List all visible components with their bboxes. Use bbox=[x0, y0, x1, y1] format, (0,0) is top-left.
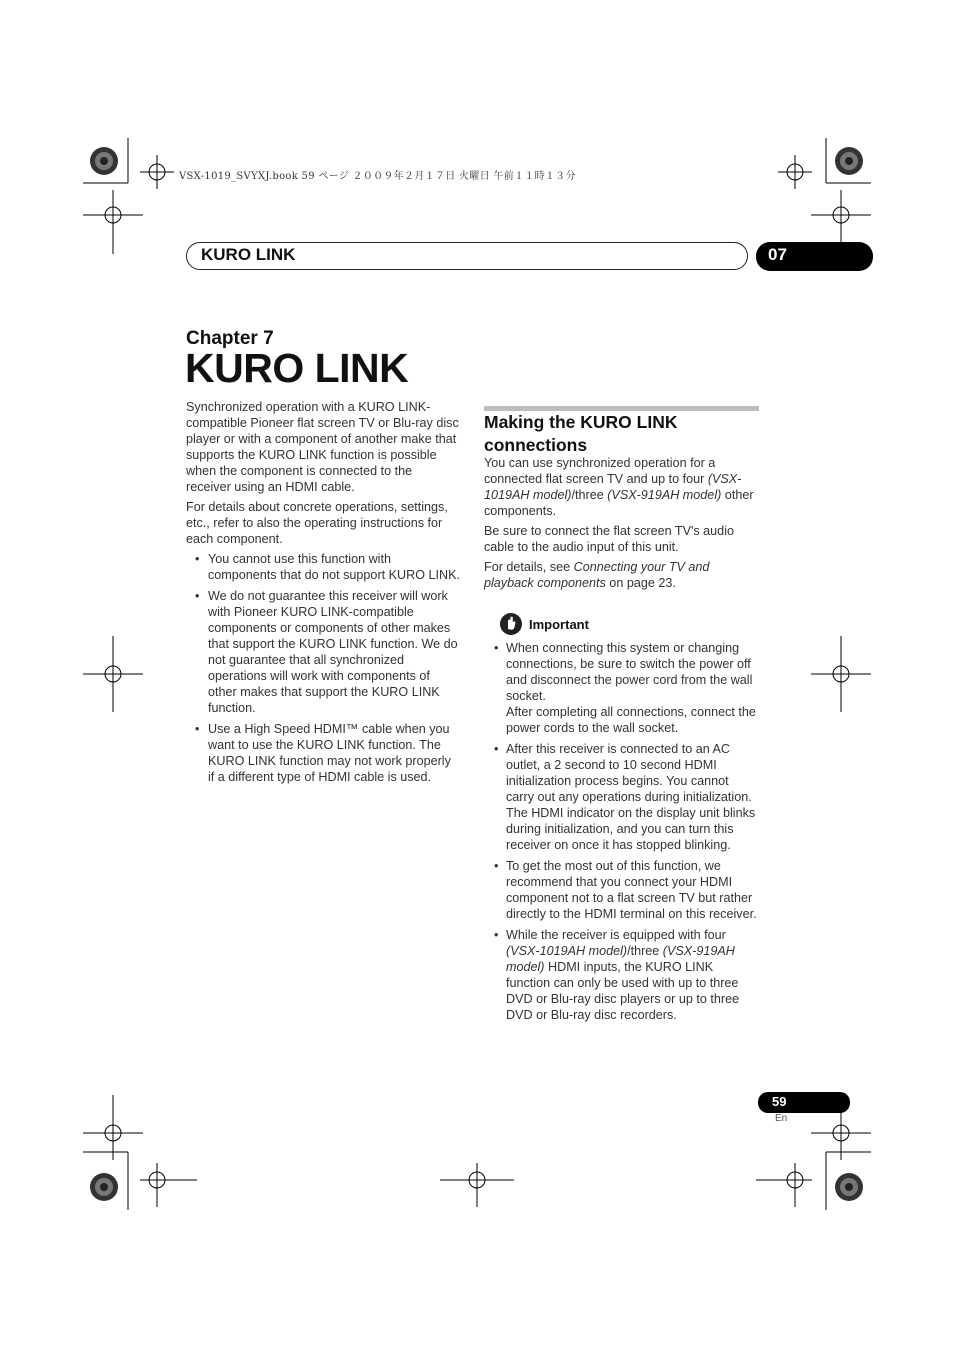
important-hand-icon bbox=[500, 613, 522, 635]
color-wheel-icon bbox=[835, 147, 863, 175]
list-item: • We do not guarantee this receiver will work with Pioneer KURO LINK-compatible components or components of other makes that support the KURO LINK function. We do not guarantee that all synchronized operations will work with components of other makes that support the KURO LINK function. bbox=[186, 588, 460, 716]
page-number: 59 bbox=[772, 1094, 787, 1109]
page-title: KURO LINK bbox=[185, 345, 409, 391]
model-ref: (VSX-919AH model) bbox=[506, 944, 735, 974]
see-also-paragraph: For details, see Connecting your TV and playback components on page 23. bbox=[484, 560, 710, 590]
connections-paragraph: You can use synchronized operation for a connected flat screen TV and up to four (VSX-1019AH model)/three (VSX-919AH model) other components. bbox=[484, 456, 754, 518]
details-paragraph: For details about concrete operations, settings, etc., refer to also the operating instructions for each component. bbox=[186, 500, 448, 546]
page-language: En bbox=[775, 1113, 788, 1124]
header-section-title: KURO LINK bbox=[201, 245, 296, 264]
right-column bbox=[484, 455, 758, 595]
chapter-label: Chapter 7 bbox=[186, 328, 274, 349]
list-item: • You cannot use this function with components that do not support KURO LINK. bbox=[186, 551, 460, 583]
color-wheel-icon bbox=[90, 147, 118, 175]
list-item: • While the receiver is equipped with four (VSX-1019AH model)/three (VSX-919AH model) HDMI inputs, the KURO LINK function can only be used with up to three DVD or Blu-ray disc players or up to three DVD or Blu-ray disc recorders. bbox=[494, 927, 758, 1023]
cross-reference: Connecting your TV and playback components bbox=[484, 560, 710, 590]
list-item: • When connecting this system or changing connections, be sure to switch the power off and disconnect the power cord from the wall socket. After completing all connections, connect the power cords to the wall socket. bbox=[494, 640, 758, 736]
model-ref: (VSX-919AH model) bbox=[607, 488, 722, 502]
notes-list bbox=[186, 551, 460, 785]
print-slug: VSX-1019_SVYXJ.book 59 ページ ２００９年２月１７日 火曜日 午前１１時１３分 bbox=[179, 171, 576, 182]
color-wheel-icon bbox=[835, 1173, 863, 1201]
section-title: Making the KURO LINK connections bbox=[484, 412, 678, 455]
chapter-tab-number: 07 bbox=[768, 245, 787, 264]
important-list bbox=[494, 640, 758, 1028]
intro-paragraph: Synchronized operation with a KURO LINK-compatible Pioneer flat screen TV or Blu-ray disc player or with a component of another make that supports the KURO LINK function is possible when the component is connected to the receiver using an HDMI cable. bbox=[186, 400, 459, 494]
model-ref: (VSX-1019AH model) bbox=[484, 472, 742, 502]
audio-cable-paragraph: Be sure to connect the flat screen TV's audio cable to the audio input of this unit. bbox=[484, 524, 734, 554]
list-item: • Use a High Speed HDMI™ cable when you want to use the KURO LINK function. The KURO LINK function may not work properly if a different type of HDMI cable is used. bbox=[186, 721, 460, 785]
important-label: Important bbox=[529, 617, 589, 632]
color-wheel-icon bbox=[90, 1173, 118, 1201]
list-item: • After this receiver is connected to an AC outlet, a 2 second to 10 second HDMI initialization process begins. You cannot carry out any operations during initialization. The HDMI indicator on the display unit blinks during initialization, and you can turn this receiver on once it has stopped blinking. bbox=[494, 741, 758, 853]
list-item: • To get the most out of this function, we recommend that you connect your HDMI component not to a flat screen TV but rather directly to the HDMI terminal on this receiver. bbox=[494, 858, 758, 922]
left-column bbox=[186, 399, 460, 790]
model-ref: (VSX-1019AH model) bbox=[506, 944, 628, 958]
